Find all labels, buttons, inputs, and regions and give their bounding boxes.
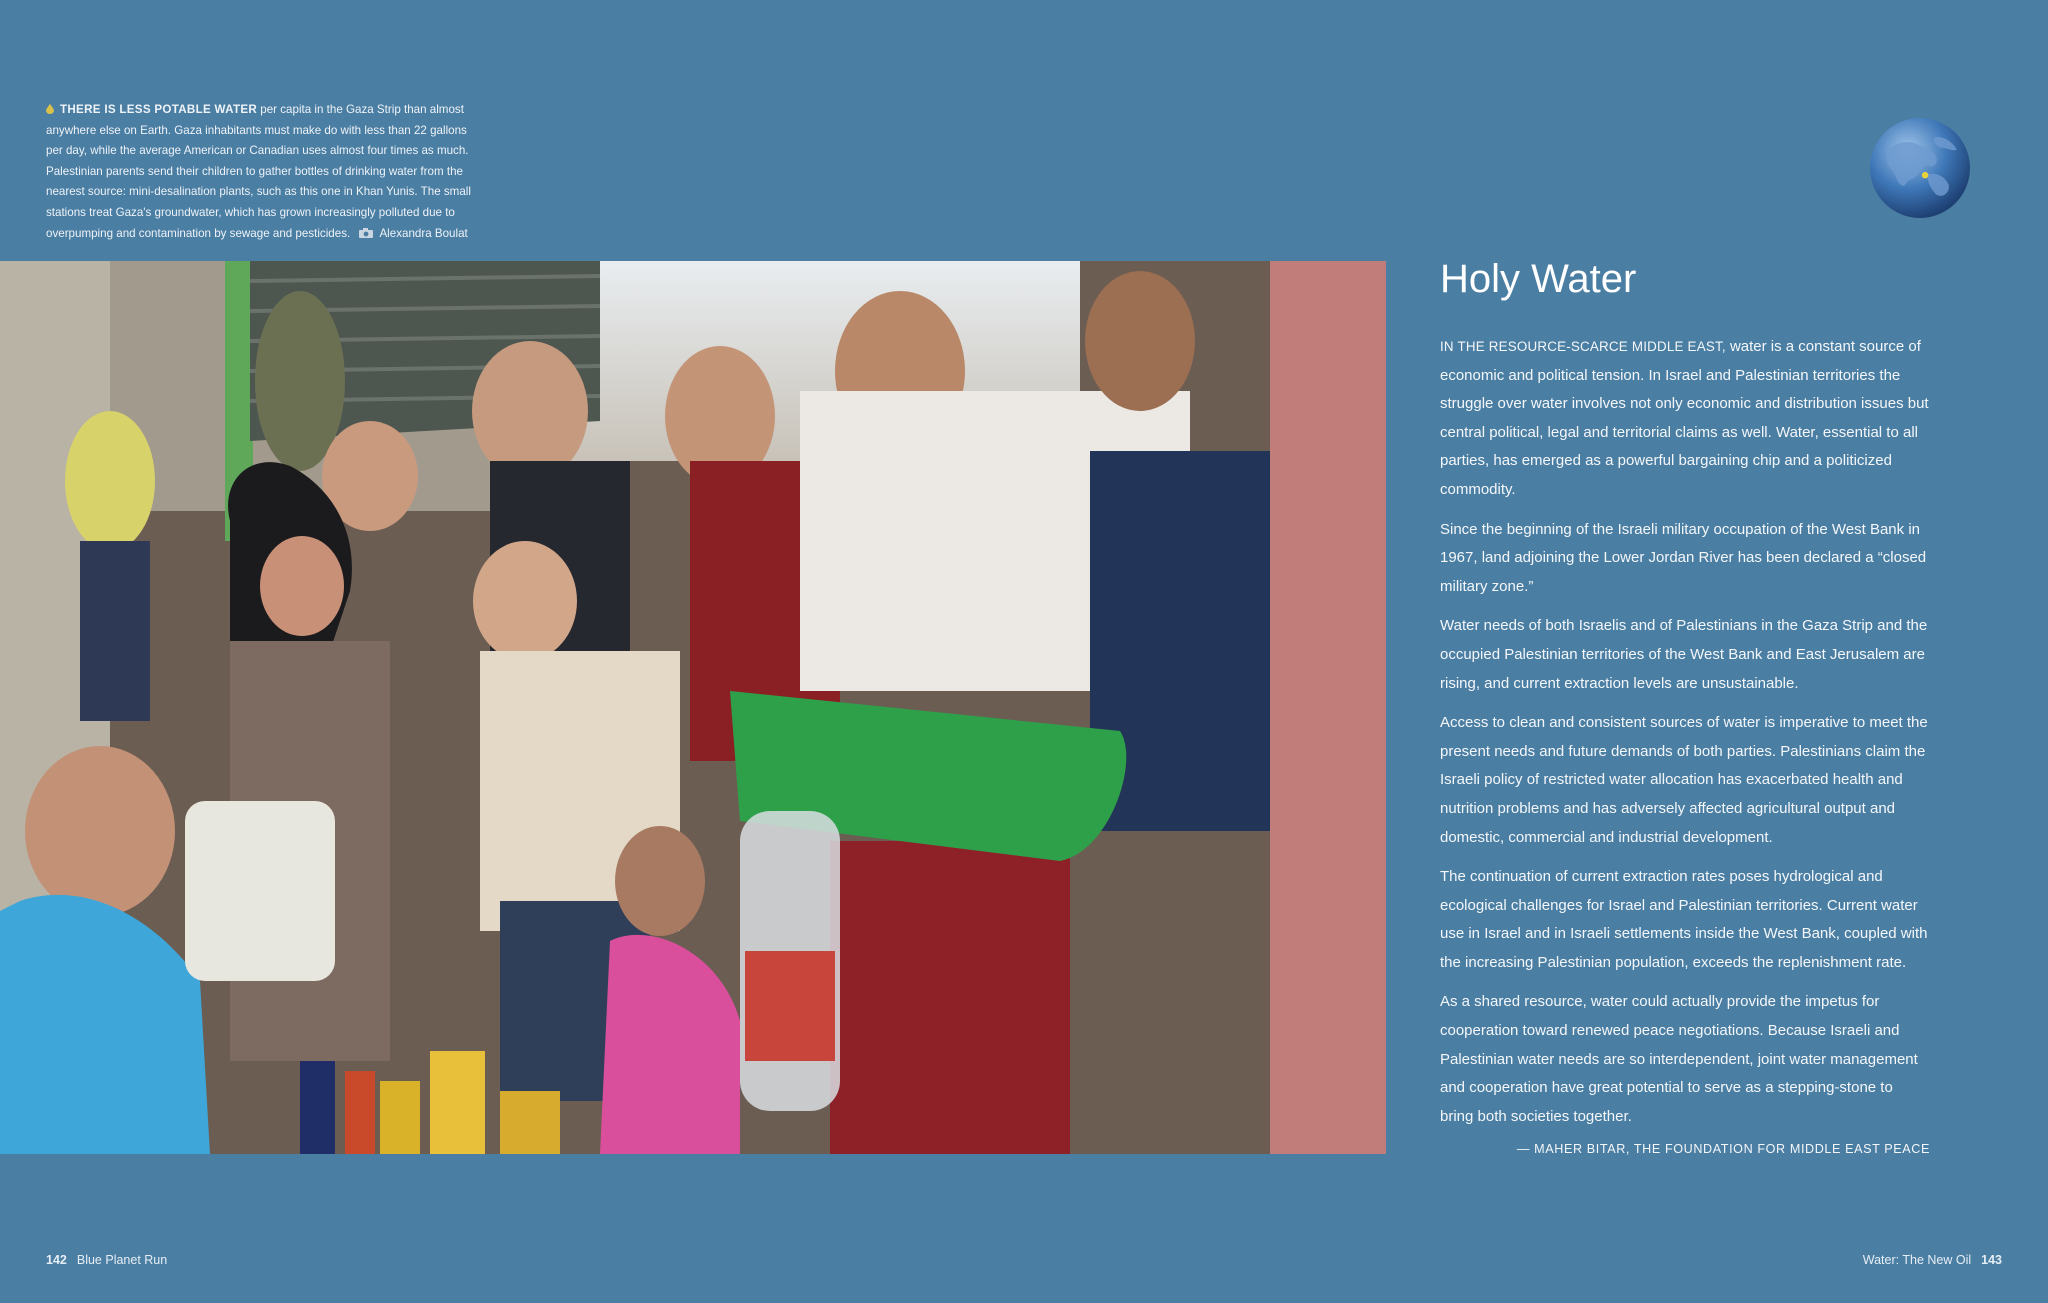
book-title: Blue Planet Run	[76, 1253, 168, 1267]
caption-text: per capita in the Gaza Strip than almost anywhere else on Earth. Gaza inhabitants must make do with less than 22 gallons per day, while the average American or Canadian uses almost four times as much. Palestinian parents send their children to gather bottles of drinking water from the nearest source: mini-desalination plants, such as this one in Khan Yunis. The small stations treat Gaza's groundwater, which has grown increasingly polluted due to overpumping and contamination by sewage and pesticides.	[46, 103, 471, 240]
photo-caption	[46, 100, 486, 244]
footer-right	[1863, 1253, 2002, 1267]
caption-lead: THERE IS LESS POTABLE WATER	[60, 103, 258, 116]
footer-left	[46, 1253, 167, 1267]
page-number-left: 142	[46, 1253, 67, 1267]
water-drop-icon	[46, 104, 54, 114]
article-paragraph-4: Access to clean and consistent sources of water is imperative to meet the present needs and future demands of both parties. Palestinians claim the Israeli policy of restricted water allocation has exacerbated health and nutrition problems and has adversely affected agricultural output and domestic, commercial and industrial development.	[1440, 714, 1928, 846]
article-paragraph-3: Water needs of both Israelis and of Palestinians in the Gaza Strip and the occupied Palestinian territories of the West Bank and East Jerusalem are rising, and current extraction levels are unsustainable.	[1440, 617, 1928, 692]
article-paragraph-1-text: water is a constant source of economic and political tension. In Israel and Palestinian territories the struggle over water involves not only economic and distribution issues but central political, legal and territorial claims as well. Water, essential to all parties, has emerged as a powerful bargaining chip and a politicized commodity.	[1440, 338, 1929, 498]
article-title: Holy Water	[1440, 257, 1637, 301]
chapter-title: Water: The New Oil	[1862, 1253, 1972, 1267]
article-paragraph-5: The continuation of current extraction rates poses hydrological and ecological challenges for Israel and Palestinian territories. Current water use in Israel and in Israeli settlements inside the West Bank, coupled with the increasing Palestinian population, exceeds the replenishment rate.	[1440, 868, 1928, 971]
children-water-photo	[0, 261, 1386, 1154]
globe-icon	[1869, 117, 1971, 219]
article	[1440, 255, 1930, 1156]
article-paragraph-2: Since the beginning of the Israeli military occupation of the West Bank in 1967, land adjoining the Lower Jordan River has been declared a “closed military zone.”	[1440, 520, 1927, 595]
photo-credit: Alexandra Boulat	[379, 226, 468, 240]
article-lead-caps: IN THE RESOURCE-SCARCE MIDDLE EAST,	[1440, 339, 1726, 354]
article-paragraph-6: As a shared resource, water could actually provide the impetus for cooperation toward renewed peace negotiations. Because Israeli and Palestinian water needs are so interdependent, joint water management and cooperation have great potential to serve as a stepping-stone to bring both societies together.	[1440, 993, 1918, 1125]
camera-icon	[359, 228, 373, 238]
article-paragraph-1	[1440, 333, 1930, 505]
page-number-right: 143	[1981, 1253, 2002, 1267]
article-attribution: — MAHER BITAR, THE FOUNDATION FOR MIDDLE EAST PEACE	[1516, 1142, 1930, 1157]
